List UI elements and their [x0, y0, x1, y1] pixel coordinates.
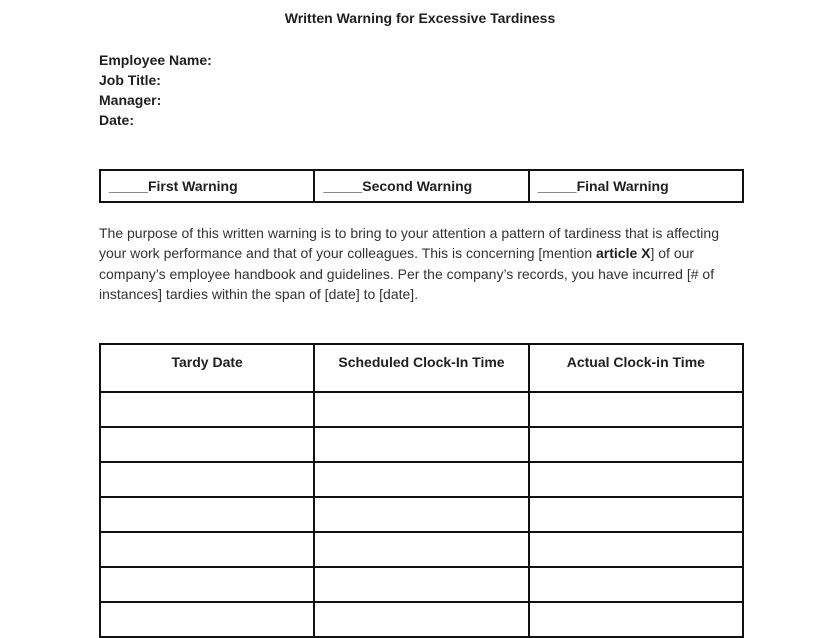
tardy-date-cell[interactable] [100, 392, 314, 427]
tardy-date-cell[interactable] [100, 497, 314, 532]
scheduled-time-cell[interactable] [314, 567, 528, 602]
date-label: Date: [99, 112, 135, 128]
header-actual-clock-in: Actual Clock-in Time [529, 344, 743, 392]
actual-time-cell[interactable] [529, 427, 743, 462]
first-warning-label: First Warning [147, 178, 238, 194]
first-warning-cell[interactable] [100, 170, 314, 202]
table-row [100, 567, 743, 602]
warning-paragraph [99, 223, 739, 304]
document-title: Written Warning for Excessive Tardiness [284, 10, 556, 26]
tardy-date-cell[interactable] [100, 532, 314, 567]
final-warning-label: Final Warning [576, 178, 669, 194]
second-warning-cell[interactable] [314, 170, 528, 202]
table-row [100, 602, 743, 637]
paragraph-text-1: The purpose of this written warning is to bring to your attention a pattern of tardiness that is affecting your work performance and that of your colleagues. This is concerning [mention [99, 225, 719, 262]
warning-level-table [99, 169, 744, 203]
actual-time-cell[interactable] [529, 392, 743, 427]
tardy-date-cell[interactable] [100, 427, 314, 462]
actual-time-cell[interactable] [529, 532, 743, 567]
actual-time-cell[interactable] [529, 462, 743, 497]
tardy-date-cell[interactable] [100, 602, 314, 637]
warning-level-row [100, 170, 743, 202]
actual-time-cell[interactable] [529, 567, 743, 602]
table-row [100, 392, 743, 427]
scheduled-time-cell[interactable] [314, 462, 528, 497]
employee-info-fields [99, 50, 212, 130]
table-row [100, 497, 743, 532]
scheduled-time-cell[interactable] [314, 392, 528, 427]
final-warning-blank: _____ [537, 178, 577, 194]
employee-name-label: Employee Name: [99, 52, 212, 68]
tardy-date-cell[interactable] [100, 567, 314, 602]
final-warning-cell[interactable] [529, 170, 743, 202]
manager-label: Manager: [99, 92, 162, 108]
header-scheduled-clock-in: Scheduled Clock-In Time [314, 344, 528, 392]
tardy-record-table [99, 343, 744, 638]
second-warning-label: Second Warning [362, 178, 473, 194]
table-row [100, 532, 743, 567]
scheduled-time-cell[interactable] [314, 427, 528, 462]
scheduled-time-cell[interactable] [314, 602, 528, 637]
tardy-table-header-row [100, 344, 743, 392]
scheduled-time-cell[interactable] [314, 532, 528, 567]
first-warning-blank: _____ [109, 178, 148, 194]
job-title-label: Job Title: [99, 72, 161, 88]
actual-time-cell[interactable] [529, 497, 743, 532]
paragraph-bold-article: article X [596, 245, 651, 262]
table-row [100, 462, 743, 497]
second-warning-blank: _____ [323, 178, 363, 194]
scheduled-time-cell[interactable] [314, 497, 528, 532]
header-tardy-date: Tardy Date [100, 344, 314, 392]
actual-time-cell[interactable] [529, 602, 743, 637]
paragraph-text-2: ] of our company’s employee handbook and guidelines. Per the company’s records, you have incurred [# of instances] tardies within the span of [date] to [date]. [99, 245, 715, 302]
table-row [100, 427, 743, 462]
tardy-date-cell[interactable] [100, 462, 314, 497]
